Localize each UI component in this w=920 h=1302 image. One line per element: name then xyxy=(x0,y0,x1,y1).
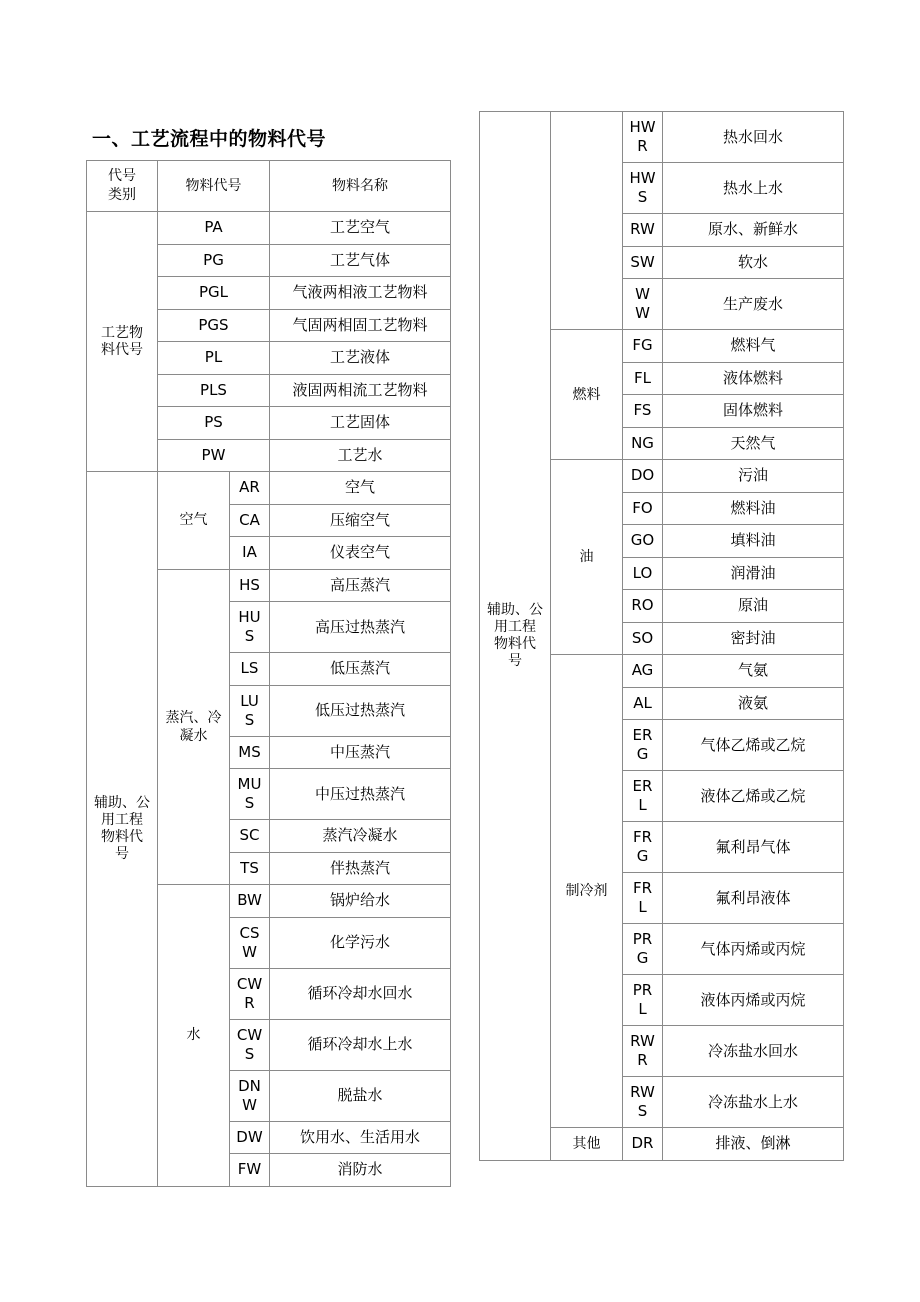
material-name: 氟利昂气体 xyxy=(663,822,844,873)
material-code: CS W xyxy=(230,917,270,968)
material-name: 气固两相固工艺物料 xyxy=(270,309,451,342)
material-code: SO xyxy=(623,622,663,655)
material-code: CW R xyxy=(230,968,270,1019)
material-code: LO xyxy=(623,557,663,590)
material-code: ER G xyxy=(623,720,663,771)
material-code: RW R xyxy=(623,1026,663,1077)
material-code: TS xyxy=(230,852,270,885)
material-code: IA xyxy=(230,537,270,570)
header-code: 物料代号 xyxy=(158,161,270,212)
material-name: 高压蒸汽 xyxy=(270,569,451,602)
material-code: GO xyxy=(623,525,663,558)
material-name: 脱盐水 xyxy=(270,1070,451,1121)
subcategory-3: 制冷剂 xyxy=(551,655,623,1128)
material-code: SW xyxy=(623,246,663,279)
material-code: PR L xyxy=(623,975,663,1026)
material-code: W W xyxy=(623,279,663,330)
material-name: 工艺固体 xyxy=(270,407,451,440)
material-code: CW S xyxy=(230,1019,270,1070)
material-code: RW xyxy=(623,214,663,247)
material-code: PA xyxy=(158,212,270,245)
category-process: 工艺物 料代号 xyxy=(87,212,158,472)
material-name: 中压蒸汽 xyxy=(270,736,451,769)
material-code: DO xyxy=(623,460,663,493)
material-name: 循环冷却水回水 xyxy=(270,968,451,1019)
material-code: HU S xyxy=(230,602,270,653)
material-name: 工艺空气 xyxy=(270,212,451,245)
header-category: 代号 类别 xyxy=(87,161,158,212)
table-row xyxy=(87,161,451,212)
material-code: LU S xyxy=(230,685,270,736)
material-name: 排液、倒淋 xyxy=(663,1128,844,1161)
material-code: DW xyxy=(230,1121,270,1154)
material-code: FR G xyxy=(623,822,663,873)
material-code: BW xyxy=(230,885,270,918)
material-name: 燃料油 xyxy=(663,492,844,525)
table-row xyxy=(480,112,844,163)
material-code: HW S xyxy=(623,163,663,214)
material-name: 锅炉给水 xyxy=(270,885,451,918)
material-code: HS xyxy=(230,569,270,602)
material-name: 伴热蒸汽 xyxy=(270,852,451,885)
material-name: 气氨 xyxy=(663,655,844,688)
material-code: FO xyxy=(623,492,663,525)
material-code: FL xyxy=(623,362,663,395)
subcategory-1: 蒸汽、冷 凝水 xyxy=(158,569,230,885)
material-name: 原水、新鲜水 xyxy=(663,214,844,247)
category-utility: 辅助、公 用工程 物料代 号 xyxy=(480,112,551,1161)
material-name: 低压过热蒸汽 xyxy=(270,685,451,736)
material-name: 消防水 xyxy=(270,1154,451,1187)
material-code: RO xyxy=(623,590,663,623)
material-name: 中压过热蒸汽 xyxy=(270,769,451,820)
material-name: 原油 xyxy=(663,590,844,623)
material-name: 软水 xyxy=(663,246,844,279)
material-name: 液氨 xyxy=(663,687,844,720)
material-name: 冷冻盐水回水 xyxy=(663,1026,844,1077)
material-name: 高压过热蒸汽 xyxy=(270,602,451,653)
material-code: FG xyxy=(623,330,663,363)
material-name: 液固两相流工艺物料 xyxy=(270,374,451,407)
material-code: PR G xyxy=(623,924,663,975)
material-code: ER L xyxy=(623,771,663,822)
material-code: DN W xyxy=(230,1070,270,1121)
material-code-table-left xyxy=(86,160,451,1187)
material-code: AG xyxy=(623,655,663,688)
material-code: CA xyxy=(230,504,270,537)
material-code-table-right xyxy=(479,111,844,1161)
material-name: 饮用水、生活用水 xyxy=(270,1121,451,1154)
material-name: 压缩空气 xyxy=(270,504,451,537)
material-name: 生产废水 xyxy=(663,279,844,330)
material-name: 密封油 xyxy=(663,622,844,655)
material-name: 燃料气 xyxy=(663,330,844,363)
material-code: PGS xyxy=(158,309,270,342)
material-name: 循环冷却水上水 xyxy=(270,1019,451,1070)
material-code: LS xyxy=(230,653,270,686)
material-code: FS xyxy=(623,395,663,428)
material-name: 仪表空气 xyxy=(270,537,451,570)
material-code: RW S xyxy=(623,1077,663,1128)
subcategory-0 xyxy=(551,112,623,330)
material-code: NG xyxy=(623,427,663,460)
material-code: HW R xyxy=(623,112,663,163)
subcategory-1: 燃料 xyxy=(551,330,623,460)
material-code: MS xyxy=(230,736,270,769)
subcategory-0: 空气 xyxy=(158,472,230,570)
material-name: 化学污水 xyxy=(270,917,451,968)
subcategory-4: 其他 xyxy=(551,1128,623,1161)
material-name: 液体乙烯或乙烷 xyxy=(663,771,844,822)
header-name: 物料名称 xyxy=(270,161,451,212)
material-name: 固体燃料 xyxy=(663,395,844,428)
material-name: 填料油 xyxy=(663,525,844,558)
material-name: 工艺液体 xyxy=(270,342,451,375)
material-code: PGL xyxy=(158,277,270,310)
material-code: MU S xyxy=(230,769,270,820)
category-utility: 辅助、公 用工程 物料代 号 xyxy=(87,472,158,1187)
material-name: 热水上水 xyxy=(663,163,844,214)
material-code: PG xyxy=(158,244,270,277)
material-code: PS xyxy=(158,407,270,440)
material-name: 气体丙烯或丙烷 xyxy=(663,924,844,975)
material-name: 液体丙烯或丙烷 xyxy=(663,975,844,1026)
material-name: 天然气 xyxy=(663,427,844,460)
material-name: 工艺气体 xyxy=(270,244,451,277)
material-name: 蒸汽冷凝水 xyxy=(270,820,451,853)
material-name: 气体乙烯或乙烷 xyxy=(663,720,844,771)
material-name: 热水回水 xyxy=(663,112,844,163)
material-name: 冷冻盐水上水 xyxy=(663,1077,844,1128)
material-name: 液体燃料 xyxy=(663,362,844,395)
subcategory-2: 水 xyxy=(158,885,230,1187)
material-code: AR xyxy=(230,472,270,505)
material-code: FW xyxy=(230,1154,270,1187)
material-code: PL xyxy=(158,342,270,375)
material-name: 空气 xyxy=(270,472,451,505)
material-code: FR L xyxy=(623,873,663,924)
material-name: 气液两相液工艺物料 xyxy=(270,277,451,310)
page-title: 一、工艺流程中的物料代号 xyxy=(92,128,327,150)
material-code: AL xyxy=(623,687,663,720)
material-name: 污油 xyxy=(663,460,844,493)
material-code: PW xyxy=(158,439,270,472)
material-name: 氟利昂液体 xyxy=(663,873,844,924)
table-row xyxy=(87,472,451,505)
material-name: 工艺水 xyxy=(270,439,451,472)
material-code: PLS xyxy=(158,374,270,407)
material-name: 润滑油 xyxy=(663,557,844,590)
table-row xyxy=(87,212,451,245)
material-code: SC xyxy=(230,820,270,853)
material-code: DR xyxy=(623,1128,663,1161)
material-name: 低压蒸汽 xyxy=(270,653,451,686)
subcategory-2: 油 xyxy=(551,460,623,655)
